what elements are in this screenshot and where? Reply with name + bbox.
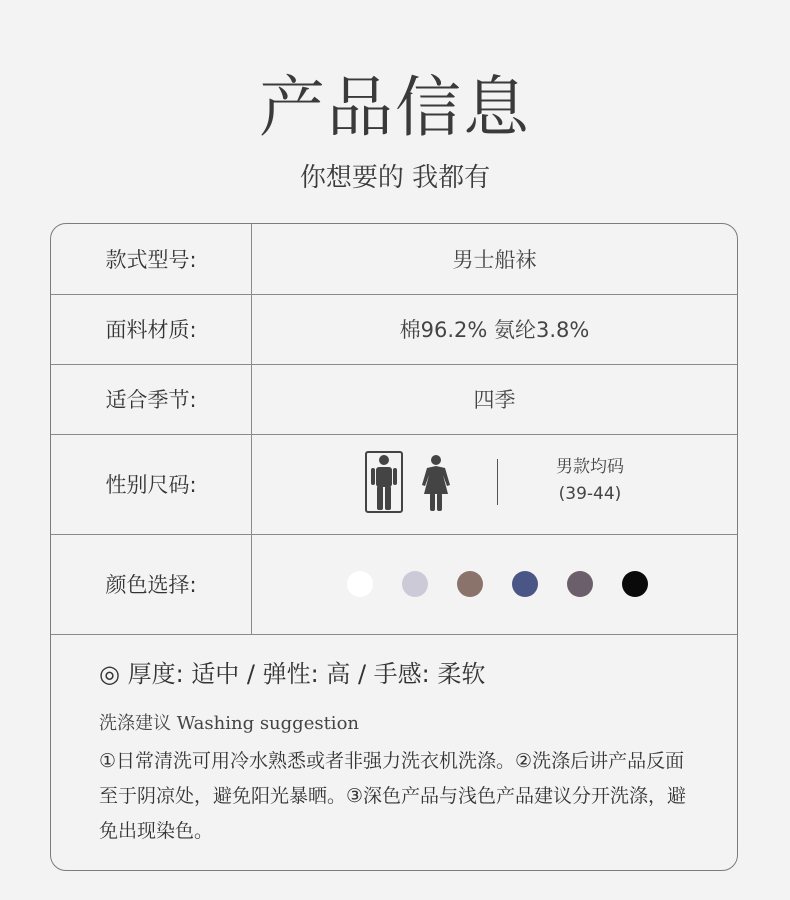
size-line-1: 男款均码	[556, 457, 624, 477]
color-swatch[interactable]	[622, 571, 648, 597]
color-swatch[interactable]	[567, 571, 593, 597]
color-swatch[interactable]	[457, 571, 483, 597]
row-style	[51, 224, 737, 295]
row-color	[51, 534, 737, 635]
row-value-color	[252, 534, 737, 634]
row-size	[51, 434, 737, 535]
size-line-2: (39-44)	[558, 484, 622, 504]
row-material	[51, 294, 737, 365]
row-season	[51, 364, 737, 435]
female-person-icon	[420, 454, 452, 512]
product-info-card	[50, 223, 738, 871]
row-label-style: 款式型号:	[51, 224, 252, 294]
male-person-icon	[370, 454, 398, 512]
washing-body: ①日常清洗可用冷水熟悉或者非强力洗衣机洗涤。②洗涤后讲产品反面至于阴凉处，避免阳光暴晒。③深色产品与浅色产品建议分开洗涤，避免出现染色。	[99, 750, 687, 842]
washing-title: 洗涤建议 Washing suggestion	[99, 713, 359, 734]
size-info	[520, 454, 660, 508]
row-value-material: 棉96.2% 氨纶3.8%	[399, 318, 590, 342]
row-value-size	[252, 434, 737, 534]
size-divider	[497, 459, 498, 505]
product-properties: ◎ 厚度: 适中 / 弹性: 高 / 手感: 柔软	[99, 660, 486, 688]
row-value-style: 男士船袜	[452, 248, 537, 272]
color-swatch-list	[252, 534, 737, 634]
row-label-size: 性别尺码:	[51, 434, 252, 534]
color-swatch[interactable]	[512, 571, 538, 597]
row-label-color: 颜色选择:	[51, 534, 252, 634]
color-swatch[interactable]	[402, 571, 428, 597]
row-label-season: 适合季节:	[51, 364, 252, 434]
row-value-season: 四季	[473, 388, 516, 412]
row-label-material: 面料材质:	[51, 294, 252, 364]
color-swatch[interactable]	[347, 571, 373, 597]
page-title: 产品信息	[259, 69, 531, 146]
page-subtitle: 你想要的 我都有	[299, 163, 491, 193]
